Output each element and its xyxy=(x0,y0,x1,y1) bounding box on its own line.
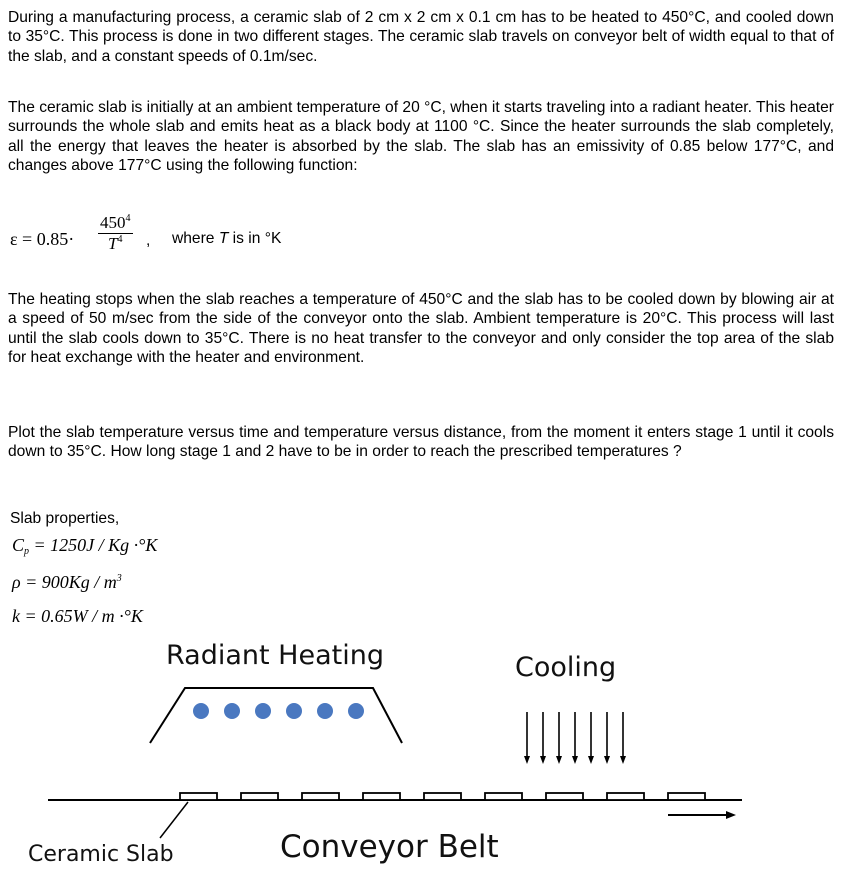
property-conductivity: k = 0.65W / m ·°K xyxy=(12,606,143,626)
cooling-arrow xyxy=(604,712,610,764)
ceramic-slab xyxy=(485,793,522,800)
cooling-arrow xyxy=(588,712,594,764)
equation-comma: , xyxy=(146,232,151,249)
heater-element-dot xyxy=(317,703,333,719)
heater-element-dot xyxy=(193,703,209,719)
cooling-arrow xyxy=(556,712,562,764)
property-cp: $C_p = 1250J / Kg \cdot^\circ K$ xyxy=(12,535,158,557)
property-density: $\rho = 900Kg / m^3$ xyxy=(12,572,122,592)
cooling-arrow xyxy=(572,712,578,764)
cooling-label: Cooling xyxy=(515,652,617,683)
process-diagram xyxy=(0,630,851,884)
paragraph-heating-stage: The ceramic slab is initially at an ambient temperature of 20 °C, when it starts traveling into a radiant heater. This heater surrounds the whole slab and emits heat as a black body at 1100 °C. Since the heater surrounds the slab completely, all the energy that leaves the heater is absorbed by the slab. The slab has an emissivity of 0.85 below 177°C, and changes above 177°C using the following function: xyxy=(8,99,834,174)
conveyor-belt-label: Conveyor Belt xyxy=(280,829,499,865)
heater-element-group xyxy=(193,703,364,719)
ceramic-slab xyxy=(363,793,400,800)
equation-fraction xyxy=(98,213,133,254)
ceramic-slab xyxy=(302,793,339,800)
equation-denominator: $T^4$ xyxy=(108,234,123,253)
direction-arrow-icon xyxy=(726,811,736,819)
cooling-air-arrows xyxy=(524,712,626,764)
heater-element-dot xyxy=(286,703,302,719)
equation-where-note: where T is in °K xyxy=(172,230,282,247)
equation-lhs: ε = 0.85· xyxy=(10,229,75,249)
ceramic-slab xyxy=(180,793,217,800)
paragraph-problem-intro: During a manufacturing process, a ceramic slab of 2 cm x 2 cm x 0.1 cm has to be heated to 450°C, and cooled down to 35°C. This process is done in two different stages. The ceramic slab travels on conveyor belt of width equal to that of the slab, and a constant speeds of 0.1m/sec. xyxy=(8,9,834,65)
ceramic-slab-pointer xyxy=(160,802,188,838)
paragraph-task: Plot the slab temperature versus time and temperature versus distance, from the moment it enters stage 1 until it cools down to 35°C. How long stage 1 and 2 have to be in order to reach the prescribed temperatures ? xyxy=(8,424,834,461)
ceramic-slab xyxy=(607,793,644,800)
ceramic-slab xyxy=(668,793,705,800)
heater-element-dot xyxy=(224,703,240,719)
paragraph-cooling-stage: The heating stops when the slab reaches a temperature of 450°C and the slab has to be cooled down by blowing air at a speed of 50 m/sec from the side of the conveyor onto the slab. Ambient temperature is 20°C. This process will last until the slab cools down to 35°C. There is no heat transfer to the conveyor and only consider the top area of the slab for heat exchange with the heater and environment. xyxy=(8,291,834,366)
radiant-heater-housing xyxy=(150,688,402,743)
equation-numerator: $450^4$ xyxy=(100,213,131,232)
ceramic-slab xyxy=(241,793,278,800)
cooling-arrow xyxy=(620,712,626,764)
cooling-arrow xyxy=(540,712,546,764)
cooling-arrow xyxy=(524,712,530,764)
radiant-heating-label: Radiant Heating xyxy=(166,640,384,671)
heater-element-dot xyxy=(255,703,271,719)
ceramic-slab-group xyxy=(180,793,705,800)
heater-element-dot xyxy=(348,703,364,719)
ceramic-slab-label: Ceramic Slab xyxy=(28,842,174,867)
ceramic-slab xyxy=(546,793,583,800)
slab-properties-heading: Slab properties, xyxy=(10,510,120,527)
ceramic-slab xyxy=(424,793,461,800)
